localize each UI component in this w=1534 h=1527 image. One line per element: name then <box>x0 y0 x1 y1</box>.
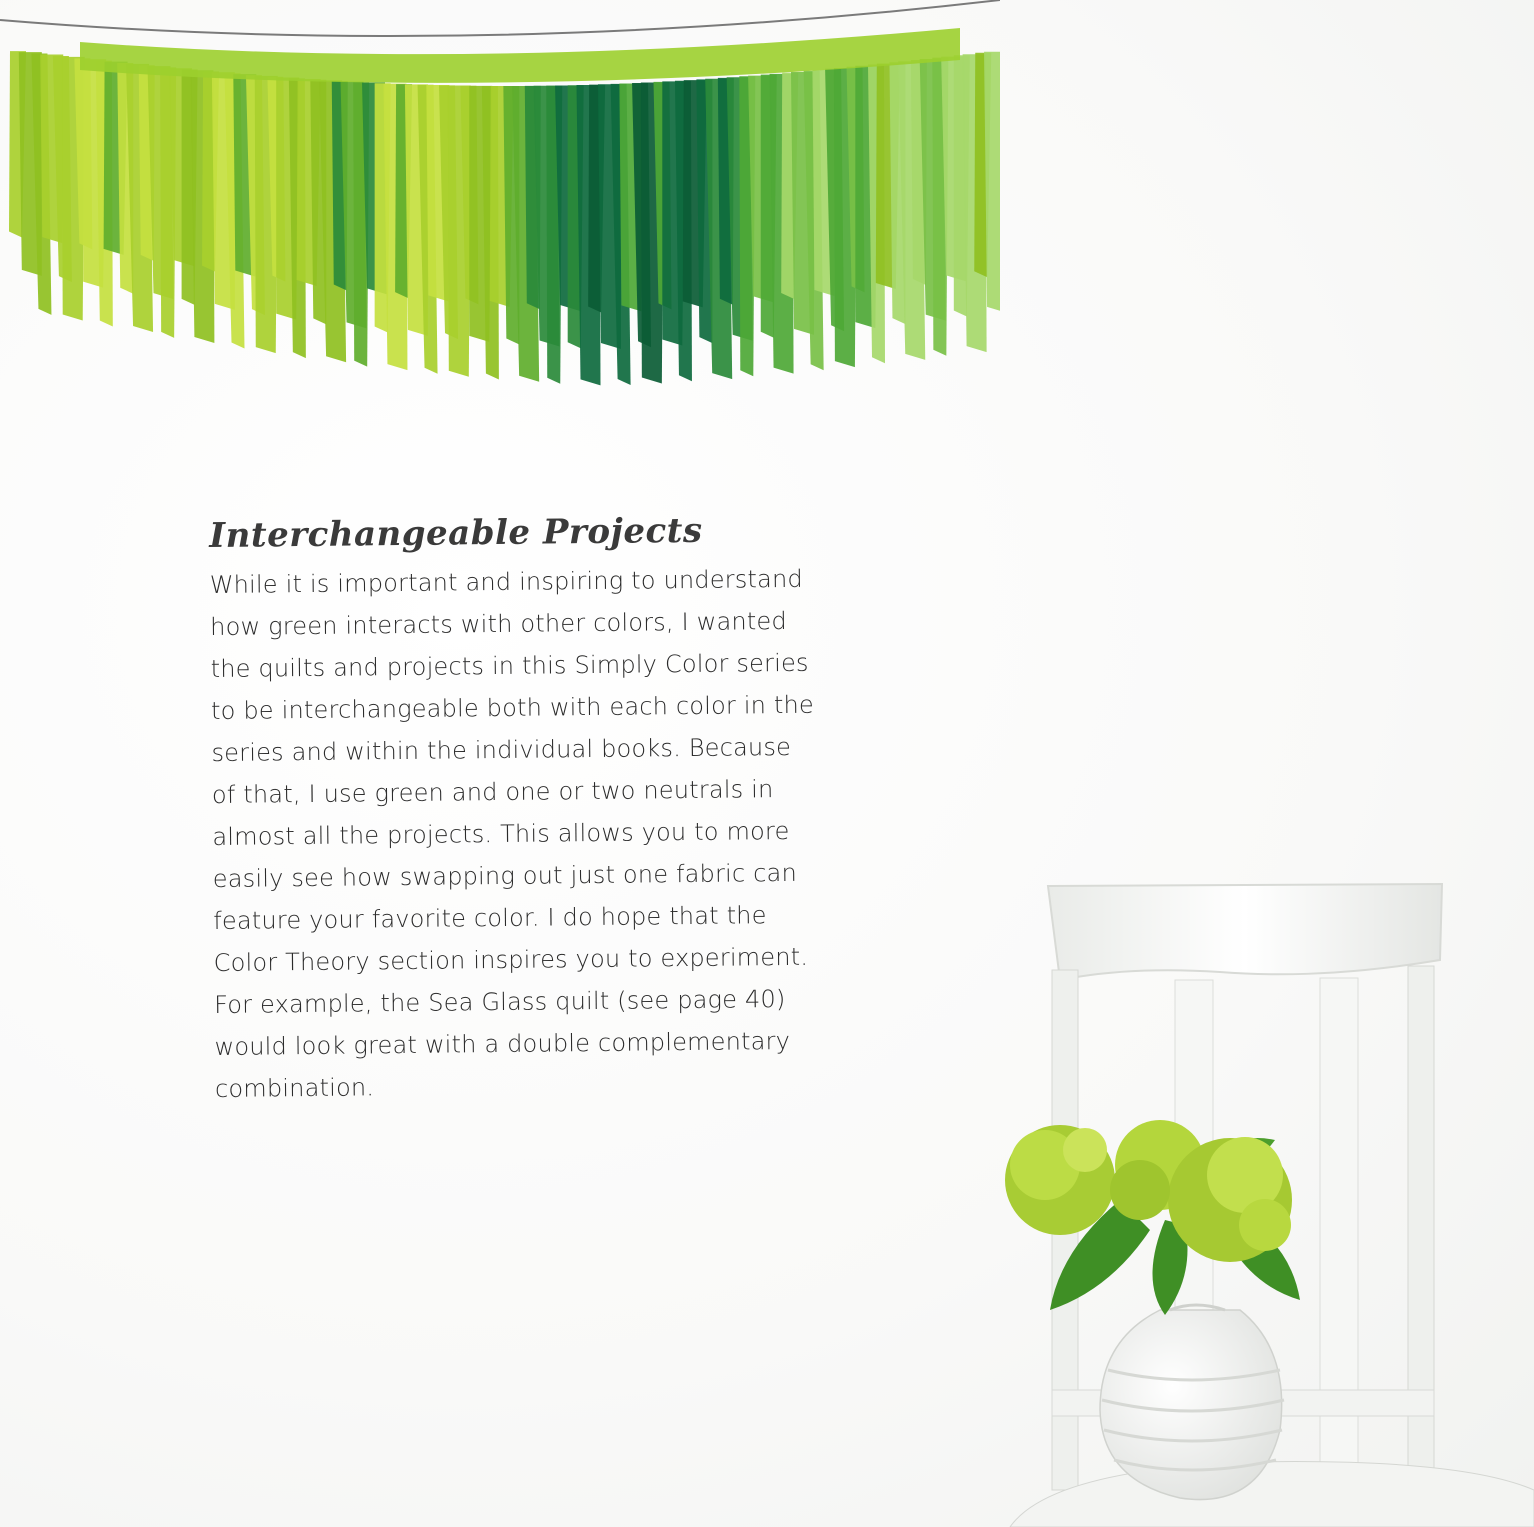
vase <box>1100 1305 1284 1500</box>
chair-top-rail <box>1048 884 1442 980</box>
article <box>209 505 865 1110</box>
chair-seat <box>1010 1462 1534 1527</box>
hydrangea-flowers <box>1005 1120 1292 1262</box>
white-chair-with-vase-photo <box>990 870 1534 1527</box>
green-fabric-garland-photo <box>0 0 1000 400</box>
article-body: While it is important and inspiring to understand how green interacts with other colors, I wanted the quilts and projects in this Simply Color series to be interchangeable both with each color in the series and within the individual books. Because of that, I use green and one or two neutrals in almost all the projects. This allows you to more easily see how swapping out just one fabric can feature your favorite color. I do hope that the Color Theory section inspires you to experiment. For example, the Sea Glass quilt (see page 40) would look great with a double complementary combination. <box>209 564 815 1103</box>
garland-string <box>0 0 1000 36</box>
article-heading: Interchangeable Projects <box>209 510 703 556</box>
garland-strips <box>9 51 1000 385</box>
